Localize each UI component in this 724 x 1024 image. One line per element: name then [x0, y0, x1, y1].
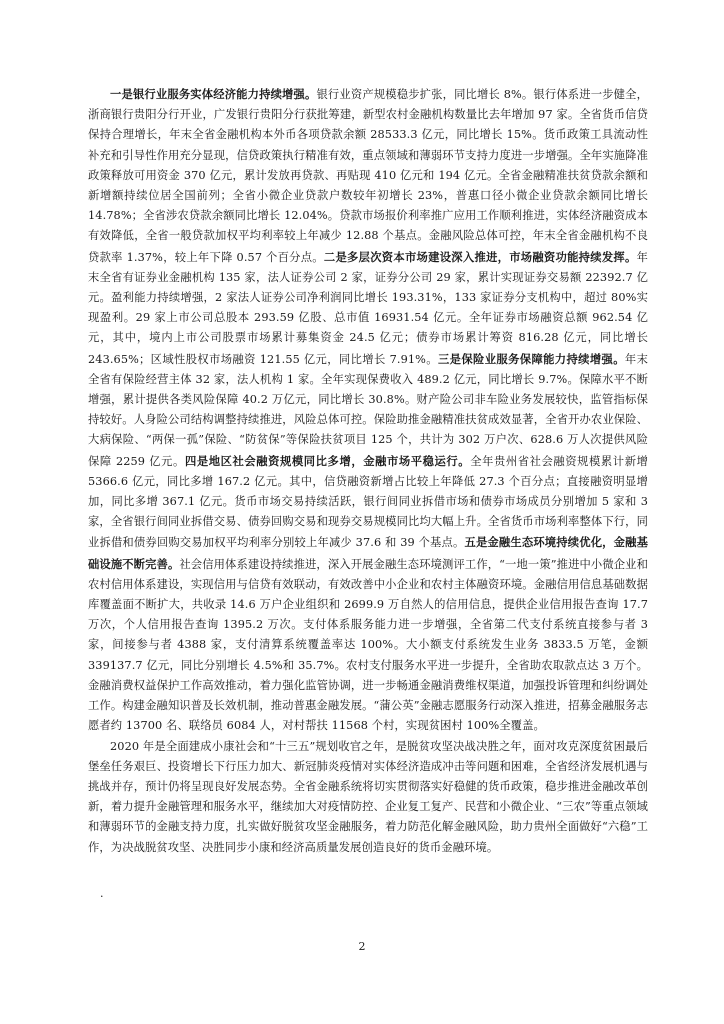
page-number: 2 — [358, 940, 366, 953]
heading-financial-ecosystem: 五是金融生态环境持续优化，金融基础设施不断完善。 — [88, 535, 648, 571]
text-banking: 银行业资产规模稳步扩张，同比增长 8%。银行体系进一步健全，浙商银行贵阳分行开业，广发银行贵阳分行获批筹建，新型农村金融机构数量比去年增加 97 家。全省货币信贷保持合理增长，年末全省金融机构本外币各项贷款余额 28533.3 亿元，同比增长 15%。货币政策工具流动性补充和引导性作用充分显现，信贷政策执行精准有效，重点领域和薄弱环节支持力度进一步增强。全年实施降准政策释放可用资金 370 亿元，累计发放再贷款、再贴现 410 亿元和 194 亿元。全省金融精准扶贫贷款余额和新增额持续位居全国前列；全省小微企业贷款户数较年初增长 23%，普惠口径小微企业贷款余额同比增长 14.78%；全省涉农贷款余额同比增长 12.04%。贷款市场报价利率推广应用工作顺利推进，实体经济融资成本有效降低，全省一般贷款加权平均利率较上年减少 12.88 个基点。金融风险总体可控，年末全省金融机构不良贷款率 1.37%，较上年下降 0.57 个百分点。 — [88, 88, 649, 264]
text-insurance: 年末全省有保险经营主体 32 家，法人机构 1 家。全年实现保费收入 489.2 亿元，同比增长 9.7%。保障水平不断增强，累计提供各类风险保障 40.2 万亿元，同比增长 30.8%。财产险公司非车险业务发展较快，监管指标保持较好。人身险公司结构调整持续推进，风险总体可控。保险助推金融精准扶贫成效显著，全省开办农业保险、大病保险、“两保一孤”保险、“防贫保”等保险扶贫项目 125 个，共计为 302 万户次、628.6 万人次提供风险保障 2259 亿元。 — [88, 352, 648, 468]
heading-capital-market: 二是多层次资本市场建设深入推进，市场融资功能持续发挥。 — [323, 249, 637, 264]
paragraph-outlook: 2020 年是全面建成小康社会和“十三五”规划收官之年，是脱贫攻坚决战决胜之年，面对攻克深度贫困最后堡垒任务艰巨、投资增长下行压力加大、新冠肺炎疫情对实体经济造成冲击等问题和困难，全省经济发展机遇与挑战并存，预计仍将呈现良好发展态势。全省金融系统将切实贯彻落实好稳健的货币政策，稳步推进金融改革创新，着力提升金融管理和服务水平，继续加大对疫情防控、企业复工复产、民营和小微企业、“三农”等重点领域和薄弱环节的金融支持力度，扎实做好脱贫攻坚金融服务，着力防范化解金融风险，助力贵州全面做好“六稳”工作，为决战脱贫攻坚、决胜同步小康和经济高质量发展创造良好的货币金融环境。 — [88, 739, 648, 854]
heading-insurance: 三是保险业服务保障能力持续增强。 — [437, 351, 625, 366]
heading-social-financing: 四是地区社会融资规模同比多增，金融市场平稳运行。 — [184, 453, 471, 468]
body-text — [88, 84, 648, 858]
text-social-financing: 全年贵州省社会融资规模累计新增 5366.6 亿元，同比多增 167.2 亿元。其中，信贷融资新增占比较上年降低 27.3 个百分点；直接融资明显增加，同比多增 367.1 亿元。货币市场交易持续活跃，银行间同业拆借市场和债券市场成员分别增加 5 家和 3 家，全省银行间同业拆借交易、债券回购交易和现券交易规模同比均大幅上升。全省货币市场利率整体下行，同业拆借和债券回购交易加权平均利率分别较上年减少 37.6 和 39 个基点。 — [88, 454, 648, 550]
heading-banking: 一是银行业服务实体经济能力持续增强。 — [110, 87, 317, 101]
text-capital-market: 年末全省有证券业金融机构 135 家，法人证券公司 2 家，证券分公司 29 家，累计实现证券交易额 22392.7 亿元。盈利能力持续增强，2 家法人证券公司净利润同比增长 193.31%，133 家证券分支机构中，超过 80%实现盈利。29 家上市公司总股本 293.59 亿股、总市值 16931.54 亿元。全年证券市场融资总额 962.54 亿元，其中，境内上市公司股票市场累计募集资金 24.5 亿元；债券市场累计筹资 816.28 亿元，同比增长 243.65%；区域性股权市场融资 121.55 亿元，同比增长 7.91%。 — [88, 250, 648, 366]
stray-mark: . — [100, 887, 104, 900]
paragraph-financial-review — [88, 84, 648, 737]
text-financial-ecosystem: 社会信用体系建设持续推进，深入开展金融生态环境测评工作，“一地一策”推进中小微企业和农村信用体系建设，实现信用与信贷有效联动，有效改善中小企业和农村主体融资环境。金融信用信息基础数据库覆盖面不断扩大，共收录 14.6 万户企业组织和 2699.9 万自然人的信用信息，提供企业信用报告查询 17.7 万次，个人信用报告查询 1395.2 万次。支付体系服务能力进一步增强，全省第二代支付系统直接参与者 3 家，间接参与者 4388 家，支付清算系统覆盖率达 100%。大小额支付系统发生业务 3833.5 万笔，金额 339137.7 亿元，同比分别增长 4.5%和 35.7%。农村支付服务水平进一步提升，全省助农取款点达 3 万个。金融消费权益保护工作高效推动，着力强化监管协调，进一步畅通金融消费维权渠道，加强投诉管理和纠纷调处工作。构建金融知识普及长效机制，推动普惠金融发展。“蒲公英”金融志愿服务行动深入推进，招募金融服务志愿者约 13700 名、联络员 6084 人，对村帮扶 11568 个村，实现贫困村 100%全覆盖。 — [88, 557, 648, 733]
